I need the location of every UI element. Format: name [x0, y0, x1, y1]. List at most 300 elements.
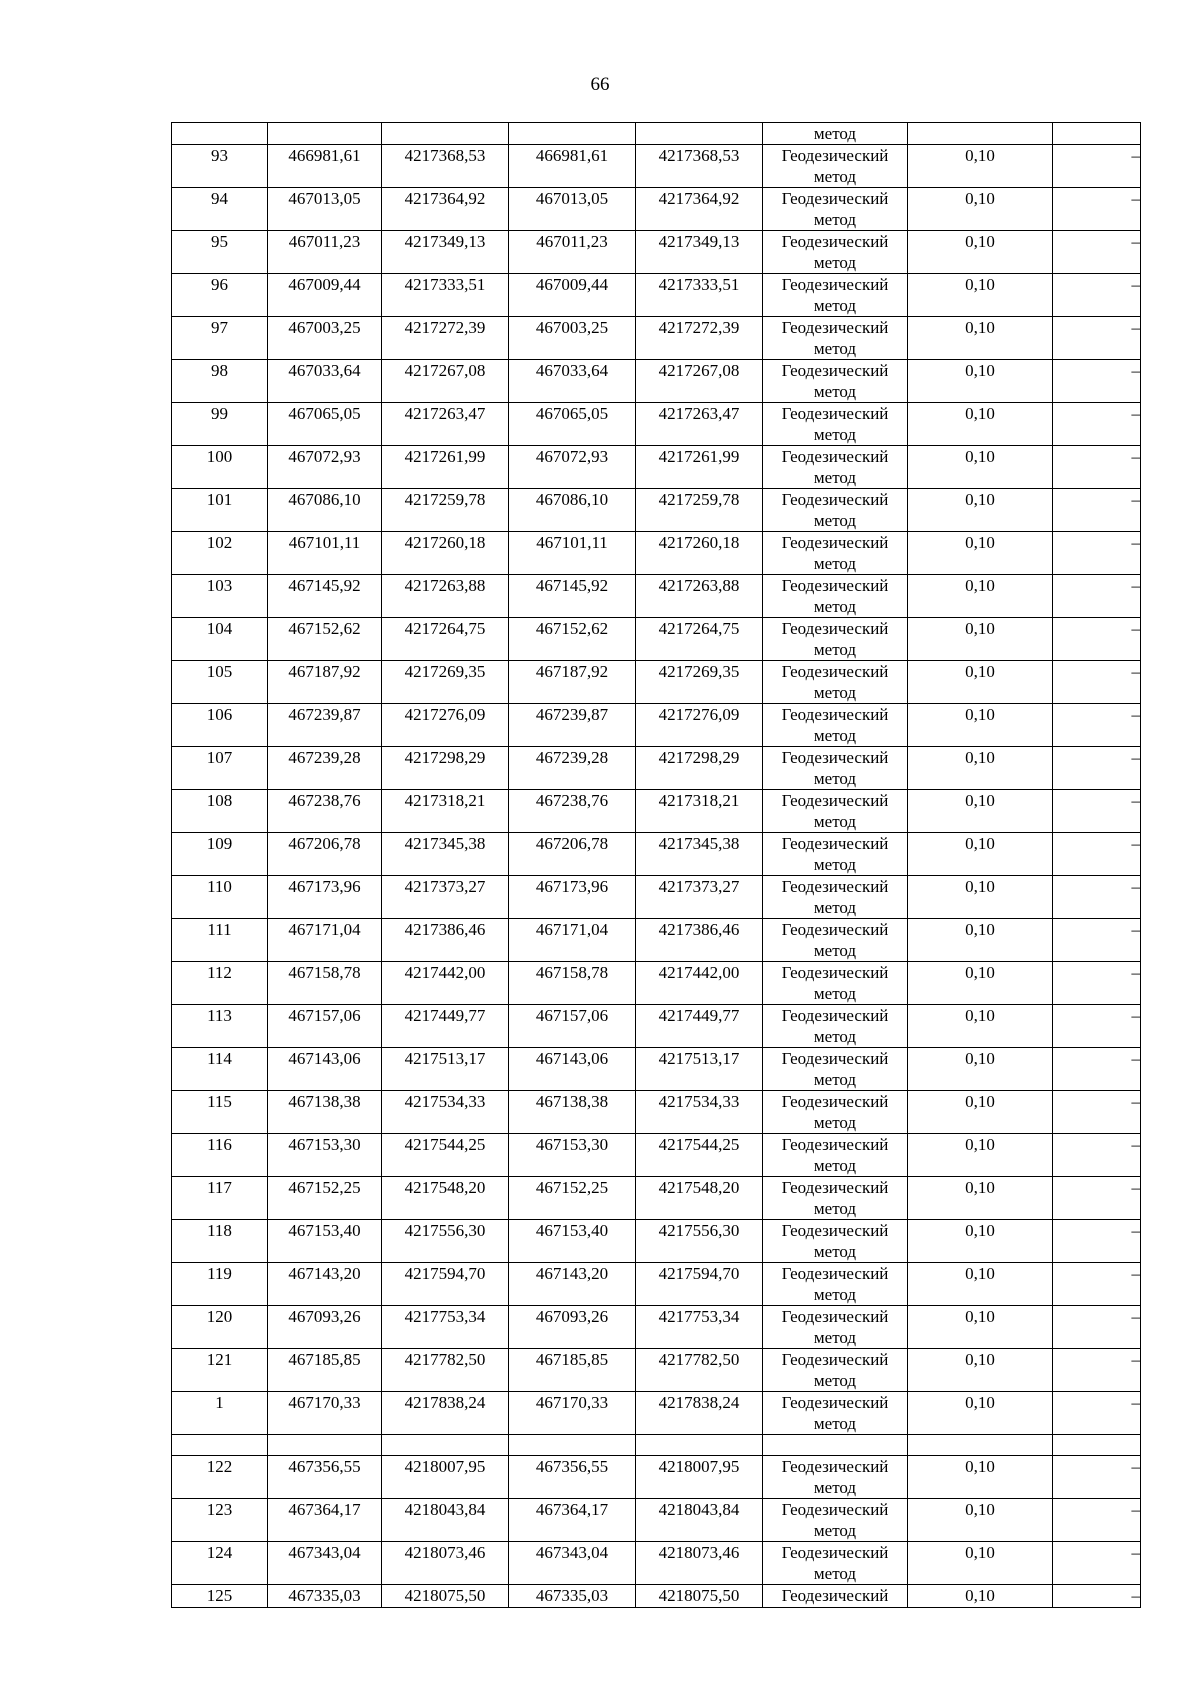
cell-y1: 4217318,21	[382, 790, 509, 833]
cell-y1: 4218007,95	[382, 1456, 509, 1499]
cell-y1: 4217345,38	[382, 833, 509, 876]
cell-accuracy: 0,10	[908, 403, 1053, 446]
cell-y2: 4217782,50	[636, 1349, 763, 1392]
cell-y2: 4217753,34	[636, 1306, 763, 1349]
cell-number: 99	[172, 403, 268, 446]
method-label: Геодезический	[781, 576, 889, 595]
cell-x2: 467013,05	[509, 188, 636, 231]
method-label: Геодезический	[781, 705, 889, 724]
cell-y2: 4218073,46	[636, 1542, 763, 1585]
cell-accuracy: 0,10	[908, 876, 1053, 919]
cell-x2: 467187,92	[509, 661, 636, 704]
cell-number: 96	[172, 274, 268, 317]
cell-note: –	[1053, 1048, 1141, 1091]
cell-note: –	[1053, 1005, 1141, 1048]
cell-number: 117	[172, 1177, 268, 1220]
cell-number: 111	[172, 919, 268, 962]
cell-x2: 467003,25	[509, 317, 636, 360]
cell-method	[763, 532, 908, 575]
cell-y1: 4217333,51	[382, 274, 509, 317]
cell-y1: 4217261,99	[382, 446, 509, 489]
cell-x1: 467143,06	[268, 1048, 382, 1091]
cell-y2: 4217259,78	[636, 489, 763, 532]
method-label: Геодезический	[781, 1307, 889, 1326]
cell-note: –	[1053, 962, 1141, 1005]
method-label: Геодезический	[781, 1092, 889, 1111]
cell-method	[763, 833, 908, 876]
method-label-tail: метод	[813, 1414, 857, 1433]
table-row	[172, 1177, 1141, 1220]
cell-y1: 4217260,18	[382, 532, 509, 575]
cell-number: 124	[172, 1542, 268, 1585]
cell-accuracy: 0,10	[908, 145, 1053, 188]
cell-method	[763, 962, 908, 1005]
cell-y1: 4217263,47	[382, 403, 509, 446]
cell-accuracy: 0,10	[908, 747, 1053, 790]
cell-y2: 4217263,88	[636, 575, 763, 618]
cell-method	[763, 1499, 908, 1542]
cell-x1: 467152,25	[268, 1177, 382, 1220]
method-label: Геодезический	[781, 791, 889, 810]
cell-note: –	[1053, 188, 1141, 231]
page-number: 66	[590, 74, 610, 95]
method-label: Геодезический	[781, 232, 889, 251]
method-label-tail: метод	[813, 210, 857, 229]
method-label-tail: метод	[813, 898, 857, 917]
cell-number	[172, 123, 268, 145]
cell-x1: 467011,23	[268, 231, 382, 274]
cell-method	[763, 1091, 908, 1134]
table-row	[172, 1456, 1141, 1499]
cell-y2: 4217548,20	[636, 1177, 763, 1220]
method-label: Геодезический	[781, 1586, 889, 1605]
cell-method	[763, 360, 908, 403]
cell-y1: 4217272,39	[382, 317, 509, 360]
cell-accuracy: 0,10	[908, 1263, 1053, 1306]
cell-number: 115	[172, 1091, 268, 1134]
cell-method	[763, 1349, 908, 1392]
cell-y2: 4217442,00	[636, 962, 763, 1005]
cell-note: –	[1053, 446, 1141, 489]
cell-x1: 467003,25	[268, 317, 382, 360]
empty-cell	[509, 1435, 636, 1456]
cell-y1: 4217364,92	[382, 188, 509, 231]
cell-number: 108	[172, 790, 268, 833]
method-label-tail: метод	[813, 1285, 857, 1304]
cell-x2: 467153,30	[509, 1134, 636, 1177]
cell-method	[763, 274, 908, 317]
cell-note: –	[1053, 1499, 1141, 1542]
method-label-tail: метод	[813, 339, 857, 358]
method-label: Геодезический	[781, 1500, 889, 1519]
cell-method	[763, 1542, 908, 1585]
table-row	[172, 231, 1141, 274]
cell-accuracy: 0,10	[908, 1306, 1053, 1349]
cell-accuracy: 0,10	[908, 1091, 1053, 1134]
method-label: Геодезический	[781, 1006, 889, 1025]
empty-cell	[382, 1435, 509, 1456]
table-row	[172, 1499, 1141, 1542]
cell-number: 100	[172, 446, 268, 489]
empty-cell	[268, 1435, 382, 1456]
cell-note: –	[1053, 1392, 1141, 1435]
cell-y2: 4217260,18	[636, 532, 763, 575]
method-label: Геодезический	[781, 1264, 889, 1283]
cell-method	[763, 790, 908, 833]
cell-y2: 4217298,29	[636, 747, 763, 790]
cell-accuracy: 0,10	[908, 532, 1053, 575]
cell-note: –	[1053, 489, 1141, 532]
cell-x2: 467033,64	[509, 360, 636, 403]
cell-accuracy: 0,10	[908, 446, 1053, 489]
method-label-tail: метод	[813, 554, 857, 573]
cell-accuracy: 0,10	[908, 360, 1053, 403]
cell-number: 101	[172, 489, 268, 532]
cell-y1: 4218073,46	[382, 1542, 509, 1585]
method-label-tail: метод	[813, 1242, 857, 1261]
table-row	[172, 747, 1141, 790]
cell-x2: 467065,05	[509, 403, 636, 446]
table-row	[172, 790, 1141, 833]
cell-y2: 4217269,35	[636, 661, 763, 704]
method-label: Геодезический	[781, 490, 889, 509]
cell-x2: 467335,03	[509, 1585, 636, 1608]
cell-note: –	[1053, 145, 1141, 188]
cell-x1: 467187,92	[268, 661, 382, 704]
method-label-tail: метод	[813, 1199, 857, 1218]
table-row	[172, 704, 1141, 747]
method-label: Геодезический	[781, 1178, 889, 1197]
cell-y1: 4217267,08	[382, 360, 509, 403]
cell-accuracy: 0,10	[908, 1220, 1053, 1263]
method-label: Геодезический	[781, 1135, 889, 1154]
cell-accuracy: 0,10	[908, 1456, 1053, 1499]
cell-y2: 4217345,38	[636, 833, 763, 876]
cell-y2: 4218007,95	[636, 1456, 763, 1499]
cell-x2: 467173,96	[509, 876, 636, 919]
method-label: Геодезический	[781, 318, 889, 337]
cell-method	[763, 1306, 908, 1349]
cell-accuracy: 0,10	[908, 704, 1053, 747]
cell-x2: 467185,85	[509, 1349, 636, 1392]
cell-note: –	[1053, 833, 1141, 876]
cell-note: –	[1053, 1542, 1141, 1585]
table-row-continuation	[172, 123, 1141, 145]
cell-note: –	[1053, 1177, 1141, 1220]
cell-method	[763, 145, 908, 188]
cell-note: –	[1053, 704, 1141, 747]
cell-number: 114	[172, 1048, 268, 1091]
cell-accuracy: 0,10	[908, 1048, 1053, 1091]
method-label-tail: метод	[813, 1070, 857, 1089]
cell-y2: 4217386,46	[636, 919, 763, 962]
cell-note: –	[1053, 661, 1141, 704]
cell-accuracy: 0,10	[908, 1177, 1053, 1220]
cell-method	[763, 618, 908, 661]
table-row	[172, 1048, 1141, 1091]
method-label-tail: метод	[813, 1156, 857, 1175]
cell-accuracy: 0,10	[908, 618, 1053, 661]
cell-number: 119	[172, 1263, 268, 1306]
cell-x1: 467065,05	[268, 403, 382, 446]
table-row	[172, 532, 1141, 575]
cell-x2: 467101,11	[509, 532, 636, 575]
cell-x2: 467170,33	[509, 1392, 636, 1435]
cell-x2: 467239,87	[509, 704, 636, 747]
method-label: Геодезический	[781, 275, 889, 294]
cell-x1: 467157,06	[268, 1005, 382, 1048]
method-label-tail: метод	[813, 1371, 857, 1390]
cell-y2: 4217263,47	[636, 403, 763, 446]
cell-x2: 467153,40	[509, 1220, 636, 1263]
method-label: Геодезический	[781, 361, 889, 380]
table-row	[172, 1585, 1141, 1608]
cell-x1: 467145,92	[268, 575, 382, 618]
method-label: Геодезический	[781, 748, 889, 767]
cell-x1: 467356,55	[268, 1456, 382, 1499]
cell-note: –	[1053, 1220, 1141, 1263]
cell-number: 1	[172, 1392, 268, 1435]
cell-x2: 467356,55	[509, 1456, 636, 1499]
method-label: Геодезический	[781, 404, 889, 423]
cell-x1: 467072,93	[268, 446, 382, 489]
cell-x1: 467206,78	[268, 833, 382, 876]
cell-accuracy: 0,10	[908, 790, 1053, 833]
cell-accuracy: 0,10	[908, 317, 1053, 360]
method-label: Геодезический	[781, 920, 889, 939]
cell-number: 102	[172, 532, 268, 575]
cell-x2: 467138,38	[509, 1091, 636, 1134]
cell-accuracy: 0,10	[908, 1392, 1053, 1435]
cell-note: –	[1053, 1134, 1141, 1177]
cell-method	[763, 231, 908, 274]
cell-accuracy: 0,10	[908, 833, 1053, 876]
cell-y1: 4217782,50	[382, 1349, 509, 1392]
cell-y2: 4217556,30	[636, 1220, 763, 1263]
cell-x1: 467152,62	[268, 618, 382, 661]
cell-y1: 4217449,77	[382, 1005, 509, 1048]
cell-y2: 4217594,70	[636, 1263, 763, 1306]
cell-accuracy: 0,10	[908, 1349, 1053, 1392]
cell-method	[763, 1456, 908, 1499]
cell-method	[763, 575, 908, 618]
cell-note: –	[1053, 274, 1141, 317]
cell-x1: 467138,38	[268, 1091, 382, 1134]
table-row	[172, 1005, 1141, 1048]
cell-accuracy: 0,10	[908, 1542, 1053, 1585]
cell-method	[763, 1048, 908, 1091]
cell-x2: 467011,23	[509, 231, 636, 274]
empty-cell	[172, 1435, 268, 1456]
method-label-tail: метод	[813, 1521, 857, 1540]
cell-y2: 4217368,53	[636, 145, 763, 188]
method-label: Геодезический	[781, 1221, 889, 1240]
cell-y1: 4217264,75	[382, 618, 509, 661]
cell-y1: 4217298,29	[382, 747, 509, 790]
cell-note: –	[1053, 575, 1141, 618]
cell-note: –	[1053, 1091, 1141, 1134]
table-row	[172, 274, 1141, 317]
method-label: Геодезический	[781, 146, 889, 165]
cell-note: –	[1053, 1349, 1141, 1392]
cell-x2	[509, 123, 636, 145]
table-row	[172, 360, 1141, 403]
cell-x2: 467364,17	[509, 1499, 636, 1542]
table-row	[172, 919, 1141, 962]
cell-x1: 467239,87	[268, 704, 382, 747]
cell-y1: 4217594,70	[382, 1263, 509, 1306]
cell-number: 98	[172, 360, 268, 403]
cell-x1: 467171,04	[268, 919, 382, 962]
cell-method	[763, 704, 908, 747]
cell-y1: 4217556,30	[382, 1220, 509, 1263]
cell-y2: 4218075,50	[636, 1585, 763, 1608]
cell-x2: 467157,06	[509, 1005, 636, 1048]
cell-x2: 467086,10	[509, 489, 636, 532]
method-label-tail: метод	[813, 425, 857, 444]
cell-number: 103	[172, 575, 268, 618]
method-label-tail: метод	[813, 640, 857, 659]
table-row	[172, 446, 1141, 489]
cell-y1: 4217386,46	[382, 919, 509, 962]
cell-method	[763, 446, 908, 489]
cell-number: 118	[172, 1220, 268, 1263]
method-label: Геодезический	[781, 189, 889, 208]
cell-x1: 467364,17	[268, 1499, 382, 1542]
cell-x1: 467093,26	[268, 1306, 382, 1349]
cell-x1: 467343,04	[268, 1542, 382, 1585]
cell-number: 93	[172, 145, 268, 188]
cell-y2: 4217544,25	[636, 1134, 763, 1177]
cell-y2: 4217318,21	[636, 790, 763, 833]
table-row	[172, 489, 1141, 532]
cell-y2: 4217513,17	[636, 1048, 763, 1091]
cell-y2: 4217838,24	[636, 1392, 763, 1435]
table-row	[172, 1306, 1141, 1349]
table-row	[172, 317, 1141, 360]
cell-number: 109	[172, 833, 268, 876]
cell-y2: 4217276,09	[636, 704, 763, 747]
table-row	[172, 833, 1141, 876]
cell-note: –	[1053, 790, 1141, 833]
empty-cell	[908, 1435, 1053, 1456]
cell-note: –	[1053, 532, 1141, 575]
table-row	[172, 403, 1141, 446]
cell-x2: 467009,44	[509, 274, 636, 317]
coordinates-table	[171, 122, 1141, 1608]
cell-y1: 4217534,33	[382, 1091, 509, 1134]
cell-y1: 4217838,24	[382, 1392, 509, 1435]
cell-accuracy: 0,10	[908, 489, 1053, 532]
cell-accuracy	[908, 123, 1053, 145]
method-label-tail: метод	[813, 769, 857, 788]
cell-note: –	[1053, 1263, 1141, 1306]
method-label-tail: метод	[813, 726, 857, 745]
cell-number: 123	[172, 1499, 268, 1542]
cell-accuracy: 0,10	[908, 1499, 1053, 1542]
method-label-tail: метод	[813, 1564, 857, 1583]
cell-note: –	[1053, 317, 1141, 360]
cell-y2: 4218043,84	[636, 1499, 763, 1542]
table-row-separator	[172, 1435, 1141, 1456]
method-label-tail: метод	[813, 984, 857, 1003]
cell-x2: 467093,26	[509, 1306, 636, 1349]
cell-method	[763, 919, 908, 962]
cell-number: 113	[172, 1005, 268, 1048]
cell-y2: 4217534,33	[636, 1091, 763, 1134]
cell-number: 94	[172, 188, 268, 231]
cell-x1: 466981,61	[268, 145, 382, 188]
cell-x1: 467335,03	[268, 1585, 382, 1608]
table-row	[172, 575, 1141, 618]
cell-note: –	[1053, 403, 1141, 446]
method-label: Геодезический	[781, 963, 889, 982]
cell-method	[763, 403, 908, 446]
cell-x2: 467143,06	[509, 1048, 636, 1091]
cell-number: 104	[172, 618, 268, 661]
cell-x2: 466981,61	[509, 145, 636, 188]
method-label: Геодезический	[781, 662, 889, 681]
cell-note: –	[1053, 747, 1141, 790]
method-label-tail: метод	[813, 1113, 857, 1132]
method-label-tail: метод	[813, 167, 857, 186]
cell-note: –	[1053, 231, 1141, 274]
cell-y2: 4217364,92	[636, 188, 763, 231]
cell-x2: 467152,25	[509, 1177, 636, 1220]
cell-x2: 467145,92	[509, 575, 636, 618]
cell-y1: 4218075,50	[382, 1585, 509, 1608]
cell-x2: 467158,78	[509, 962, 636, 1005]
cell-method	[763, 317, 908, 360]
cell-note: –	[1053, 1585, 1141, 1608]
cell-method	[763, 1134, 908, 1177]
cell-method: метод	[763, 123, 908, 145]
method-label: Геодезический	[781, 1457, 889, 1476]
method-label: Геодезический	[781, 834, 889, 853]
cell-method	[763, 1392, 908, 1435]
method-label: Геодезический	[781, 1350, 889, 1369]
cell-x2: 467239,28	[509, 747, 636, 790]
cell-accuracy: 0,10	[908, 1005, 1053, 1048]
cell-x1: 467153,40	[268, 1220, 382, 1263]
cell-accuracy: 0,10	[908, 1585, 1053, 1608]
method-label-tail: метод	[813, 468, 857, 487]
cell-x2: 467152,62	[509, 618, 636, 661]
cell-note: –	[1053, 1306, 1141, 1349]
cell-note: –	[1053, 618, 1141, 661]
cell-y2: 4217272,39	[636, 317, 763, 360]
method-label-tail: метод	[813, 382, 857, 401]
cell-method	[763, 1005, 908, 1048]
cell-number: 107	[172, 747, 268, 790]
cell-x2: 467238,76	[509, 790, 636, 833]
cell-method	[763, 1585, 908, 1608]
cell-y1: 4217548,20	[382, 1177, 509, 1220]
cell-number: 112	[172, 962, 268, 1005]
cell-method	[763, 661, 908, 704]
cell-x2: 467206,78	[509, 833, 636, 876]
cell-number: 110	[172, 876, 268, 919]
cell-number: 95	[172, 231, 268, 274]
cell-x2: 467171,04	[509, 919, 636, 962]
cell-method	[763, 876, 908, 919]
table-row	[172, 962, 1141, 1005]
method-label-tail: метод	[813, 855, 857, 874]
table-row	[172, 1091, 1141, 1134]
cell-number: 106	[172, 704, 268, 747]
cell-accuracy: 0,10	[908, 661, 1053, 704]
empty-cell	[1053, 1435, 1141, 1456]
